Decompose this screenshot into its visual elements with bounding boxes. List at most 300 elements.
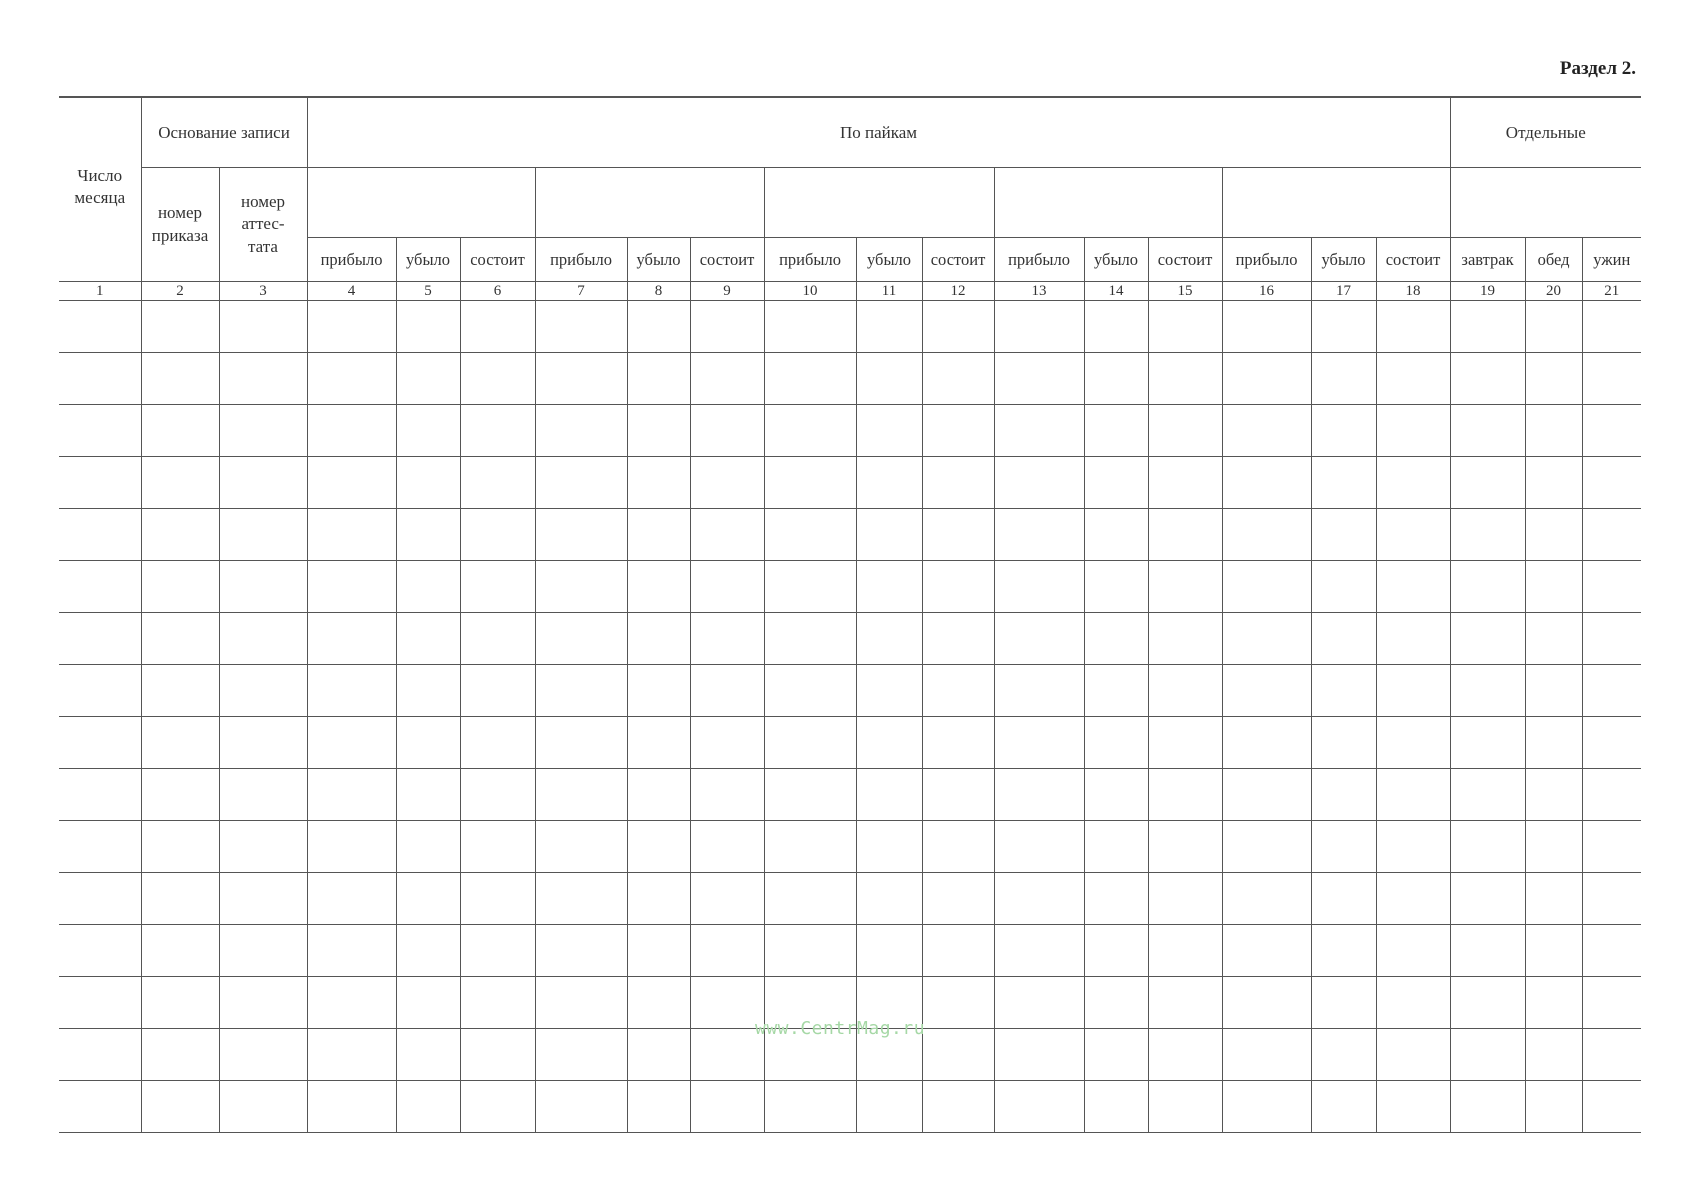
table-cell[interactable] (764, 457, 856, 509)
table-cell[interactable] (141, 873, 219, 925)
table-cell[interactable] (219, 457, 307, 509)
table-cell[interactable] (1084, 873, 1148, 925)
table-cell[interactable] (59, 977, 141, 1029)
table-cell[interactable] (307, 925, 396, 977)
table-cell[interactable] (1450, 561, 1525, 613)
table-cell[interactable] (219, 977, 307, 1029)
table-cell[interactable] (396, 613, 460, 665)
table-cell[interactable] (460, 301, 535, 353)
table-cell[interactable] (1525, 301, 1582, 353)
table-cell[interactable] (1525, 717, 1582, 769)
table-cell[interactable] (219, 405, 307, 457)
table-cell[interactable] (922, 665, 994, 717)
table-cell[interactable] (396, 353, 460, 405)
table-cell[interactable] (1084, 769, 1148, 821)
table-cell[interactable] (1084, 1081, 1148, 1133)
table-cell[interactable] (59, 1081, 141, 1133)
table-cell[interactable] (627, 613, 690, 665)
table-cell[interactable] (1582, 925, 1641, 977)
table-cell[interactable] (764, 1081, 856, 1133)
table-cell[interactable] (59, 405, 141, 457)
table-cell[interactable] (1148, 717, 1222, 769)
table-cell[interactable] (1525, 769, 1582, 821)
table-cell[interactable] (396, 977, 460, 1029)
table-cell[interactable] (535, 509, 627, 561)
table-cell[interactable] (1582, 613, 1641, 665)
table-cell[interactable] (141, 613, 219, 665)
table-cell[interactable] (1582, 977, 1641, 1029)
table-cell[interactable] (690, 301, 764, 353)
table-cell[interactable] (922, 873, 994, 925)
table-cell[interactable] (856, 1081, 922, 1133)
table-cell[interactable] (764, 301, 856, 353)
table-cell[interactable] (690, 457, 764, 509)
table-cell[interactable] (396, 665, 460, 717)
table-cell[interactable] (690, 665, 764, 717)
table-cell[interactable] (1582, 1081, 1641, 1133)
table-cell[interactable] (1148, 769, 1222, 821)
table-cell[interactable] (219, 509, 307, 561)
table-cell[interactable] (1311, 717, 1376, 769)
table-cell[interactable] (856, 769, 922, 821)
table-cell[interactable] (1084, 717, 1148, 769)
table-cell[interactable] (1222, 405, 1311, 457)
table-cell[interactable] (1084, 665, 1148, 717)
table-cell[interactable] (922, 405, 994, 457)
table-cell[interactable] (627, 1081, 690, 1133)
table-cell[interactable] (1311, 301, 1376, 353)
table-cell[interactable] (396, 717, 460, 769)
table-cell[interactable] (1376, 405, 1450, 457)
table-cell[interactable] (396, 301, 460, 353)
table-cell[interactable] (1376, 717, 1450, 769)
table-cell[interactable] (1450, 821, 1525, 873)
table-cell[interactable] (856, 717, 922, 769)
table-cell[interactable] (764, 769, 856, 821)
table-cell[interactable] (1222, 1081, 1311, 1133)
table-cell[interactable] (460, 769, 535, 821)
table-cell[interactable] (1222, 769, 1311, 821)
table-cell[interactable] (690, 821, 764, 873)
table-cell[interactable] (141, 665, 219, 717)
table-cell[interactable] (59, 769, 141, 821)
table-cell[interactable] (764, 509, 856, 561)
table-cell[interactable] (1222, 873, 1311, 925)
table-cell[interactable] (1084, 925, 1148, 977)
table-cell[interactable] (396, 561, 460, 613)
table-cell[interactable] (535, 821, 627, 873)
table-cell[interactable] (1450, 665, 1525, 717)
table-cell[interactable] (1148, 457, 1222, 509)
table-cell[interactable] (1525, 509, 1582, 561)
table-cell[interactable] (764, 821, 856, 873)
table-cell[interactable] (141, 717, 219, 769)
table-cell[interactable] (396, 1029, 460, 1081)
table-cell[interactable] (59, 1029, 141, 1081)
table-cell[interactable] (922, 821, 994, 873)
table-cell[interactable] (396, 925, 460, 977)
table-cell[interactable] (764, 613, 856, 665)
table-cell[interactable] (59, 457, 141, 509)
table-cell[interactable] (922, 561, 994, 613)
table-cell[interactable] (994, 925, 1084, 977)
table-cell[interactable] (1376, 509, 1450, 561)
table-cell[interactable] (856, 509, 922, 561)
table-cell[interactable] (856, 561, 922, 613)
table-cell[interactable] (856, 405, 922, 457)
table-cell[interactable] (460, 509, 535, 561)
table-cell[interactable] (994, 301, 1084, 353)
table-cell[interactable] (856, 821, 922, 873)
table-cell[interactable] (141, 301, 219, 353)
table-cell[interactable] (1450, 509, 1525, 561)
table-cell[interactable] (1084, 821, 1148, 873)
table-cell[interactable] (141, 769, 219, 821)
table-cell[interactable] (1525, 613, 1582, 665)
table-cell[interactable] (690, 873, 764, 925)
table-cell[interactable] (1450, 613, 1525, 665)
table-cell[interactable] (627, 405, 690, 457)
table-cell[interactable] (764, 717, 856, 769)
table-cell[interactable] (535, 1081, 627, 1133)
table-cell[interactable] (856, 457, 922, 509)
table-cell[interactable] (1450, 977, 1525, 1029)
table-cell[interactable] (460, 613, 535, 665)
table-cell[interactable] (1376, 301, 1450, 353)
table-cell[interactable] (1148, 301, 1222, 353)
table-cell[interactable] (1376, 977, 1450, 1029)
table-cell[interactable] (1222, 665, 1311, 717)
table-cell[interactable] (764, 665, 856, 717)
table-cell[interactable] (1311, 1081, 1376, 1133)
table-cell[interactable] (1222, 821, 1311, 873)
table-cell[interactable] (1525, 1081, 1582, 1133)
table-cell[interactable] (1222, 509, 1311, 561)
table-cell[interactable] (1311, 925, 1376, 977)
table-cell[interactable] (1084, 613, 1148, 665)
table-cell[interactable] (994, 717, 1084, 769)
table-cell[interactable] (307, 457, 396, 509)
table-cell[interactable] (627, 457, 690, 509)
table-cell[interactable] (627, 821, 690, 873)
table-cell[interactable] (690, 613, 764, 665)
table-cell[interactable] (764, 561, 856, 613)
table-cell[interactable] (219, 769, 307, 821)
table-cell[interactable] (460, 925, 535, 977)
table-cell[interactable] (1582, 1029, 1641, 1081)
table-cell[interactable] (460, 717, 535, 769)
table-cell[interactable] (307, 1029, 396, 1081)
table-cell[interactable] (141, 561, 219, 613)
table-cell[interactable] (1311, 509, 1376, 561)
table-cell[interactable] (141, 977, 219, 1029)
table-cell[interactable] (1148, 821, 1222, 873)
table-cell[interactable] (856, 873, 922, 925)
table-cell[interactable] (1450, 717, 1525, 769)
table-cell[interactable] (307, 301, 396, 353)
table-cell[interactable] (922, 769, 994, 821)
table-cell[interactable] (1311, 873, 1376, 925)
table-cell[interactable] (1450, 925, 1525, 977)
table-cell[interactable] (59, 509, 141, 561)
table-cell[interactable] (1148, 873, 1222, 925)
table-cell[interactable] (1376, 769, 1450, 821)
table-cell[interactable] (59, 821, 141, 873)
table-cell[interactable] (535, 977, 627, 1029)
table-cell[interactable] (690, 1029, 764, 1081)
table-cell[interactable] (460, 457, 535, 509)
table-cell[interactable] (141, 457, 219, 509)
table-cell[interactable] (690, 405, 764, 457)
table-cell[interactable] (307, 873, 396, 925)
table-cell[interactable] (1582, 353, 1641, 405)
table-cell[interactable] (856, 665, 922, 717)
table-cell[interactable] (219, 873, 307, 925)
table-cell[interactable] (141, 821, 219, 873)
table-cell[interactable] (307, 353, 396, 405)
table-cell[interactable] (994, 1029, 1084, 1081)
table-cell[interactable] (59, 353, 141, 405)
table-cell[interactable] (396, 1081, 460, 1133)
table-cell[interactable] (59, 873, 141, 925)
table-cell[interactable] (1084, 405, 1148, 457)
table-cell[interactable] (1222, 1029, 1311, 1081)
table-cell[interactable] (396, 509, 460, 561)
table-cell[interactable] (764, 925, 856, 977)
table-cell[interactable] (1582, 405, 1641, 457)
table-cell[interactable] (627, 717, 690, 769)
table-cell[interactable] (690, 769, 764, 821)
table-cell[interactable] (307, 665, 396, 717)
table-cell[interactable] (1311, 821, 1376, 873)
table-cell[interactable] (994, 405, 1084, 457)
table-cell[interactable] (307, 769, 396, 821)
table-cell[interactable] (1222, 301, 1311, 353)
table-cell[interactable] (627, 561, 690, 613)
table-cell[interactable] (307, 1081, 396, 1133)
table-cell[interactable] (1525, 1029, 1582, 1081)
table-cell[interactable] (1148, 509, 1222, 561)
table-cell[interactable] (1311, 613, 1376, 665)
table-cell[interactable] (307, 717, 396, 769)
table-cell[interactable] (1450, 1029, 1525, 1081)
table-cell[interactable] (1222, 925, 1311, 977)
table-cell[interactable] (307, 561, 396, 613)
table-cell[interactable] (1582, 457, 1641, 509)
table-cell[interactable] (535, 405, 627, 457)
table-cell[interactable] (627, 873, 690, 925)
table-cell[interactable] (994, 821, 1084, 873)
table-cell[interactable] (1525, 457, 1582, 509)
table-cell[interactable] (1525, 873, 1582, 925)
table-cell[interactable] (219, 821, 307, 873)
table-cell[interactable] (1311, 405, 1376, 457)
table-cell[interactable] (1376, 1081, 1450, 1133)
table-cell[interactable] (1148, 353, 1222, 405)
table-cell[interactable] (1222, 717, 1311, 769)
table-cell[interactable] (219, 1029, 307, 1081)
table-cell[interactable] (396, 405, 460, 457)
table-cell[interactable] (219, 613, 307, 665)
table-cell[interactable] (1582, 301, 1641, 353)
table-cell[interactable] (1582, 821, 1641, 873)
table-cell[interactable] (141, 1029, 219, 1081)
table-cell[interactable] (59, 665, 141, 717)
table-cell[interactable] (1148, 977, 1222, 1029)
table-cell[interactable] (535, 353, 627, 405)
table-cell[interactable] (1376, 457, 1450, 509)
table-cell[interactable] (1311, 977, 1376, 1029)
table-cell[interactable] (627, 769, 690, 821)
table-cell[interactable] (1148, 925, 1222, 977)
table-cell[interactable] (219, 561, 307, 613)
table-cell[interactable] (1376, 821, 1450, 873)
table-cell[interactable] (59, 561, 141, 613)
table-cell[interactable] (922, 717, 994, 769)
table-cell[interactable] (460, 1081, 535, 1133)
table-cell[interactable] (690, 509, 764, 561)
table-cell[interactable] (1582, 873, 1641, 925)
table-cell[interactable] (690, 717, 764, 769)
table-cell[interactable] (1525, 977, 1582, 1029)
table-cell[interactable] (922, 353, 994, 405)
table-cell[interactable] (141, 509, 219, 561)
table-cell[interactable] (690, 353, 764, 405)
table-cell[interactable] (396, 457, 460, 509)
table-cell[interactable] (627, 977, 690, 1029)
table-cell[interactable] (460, 821, 535, 873)
table-cell[interactable] (1450, 405, 1525, 457)
table-cell[interactable] (1311, 1029, 1376, 1081)
table-cell[interactable] (1582, 509, 1641, 561)
table-cell[interactable] (1376, 873, 1450, 925)
table-cell[interactable] (396, 769, 460, 821)
table-cell[interactable] (1311, 457, 1376, 509)
table-cell[interactable] (1222, 353, 1311, 405)
table-cell[interactable] (307, 613, 396, 665)
table-cell[interactable] (1148, 665, 1222, 717)
table-cell[interactable] (1525, 665, 1582, 717)
table-cell[interactable] (535, 665, 627, 717)
table-cell[interactable] (856, 613, 922, 665)
table-cell[interactable] (1525, 353, 1582, 405)
table-cell[interactable] (627, 353, 690, 405)
table-cell[interactable] (59, 925, 141, 977)
table-cell[interactable] (922, 925, 994, 977)
table-cell[interactable] (1582, 561, 1641, 613)
table-cell[interactable] (994, 769, 1084, 821)
table-cell[interactable] (1311, 665, 1376, 717)
table-cell[interactable] (1148, 561, 1222, 613)
table-cell[interactable] (627, 301, 690, 353)
table-cell[interactable] (141, 925, 219, 977)
table-cell[interactable] (1084, 561, 1148, 613)
table-cell[interactable] (1450, 353, 1525, 405)
table-cell[interactable] (1450, 769, 1525, 821)
table-cell[interactable] (535, 1029, 627, 1081)
table-cell[interactable] (856, 925, 922, 977)
table-cell[interactable] (535, 717, 627, 769)
table-cell[interactable] (1084, 457, 1148, 509)
table-cell[interactable] (856, 353, 922, 405)
table-cell[interactable] (460, 873, 535, 925)
table-cell[interactable] (1376, 1029, 1450, 1081)
table-cell[interactable] (994, 613, 1084, 665)
table-cell[interactable] (307, 509, 396, 561)
table-cell[interactable] (141, 1081, 219, 1133)
table-cell[interactable] (1084, 509, 1148, 561)
table-cell[interactable] (1311, 769, 1376, 821)
table-cell[interactable] (219, 925, 307, 977)
table-cell[interactable] (994, 561, 1084, 613)
table-cell[interactable] (307, 977, 396, 1029)
table-cell[interactable] (764, 873, 856, 925)
table-cell[interactable] (307, 405, 396, 457)
table-cell[interactable] (922, 1081, 994, 1133)
table-cell[interactable] (1222, 613, 1311, 665)
table-cell[interactable] (1525, 405, 1582, 457)
table-cell[interactable] (627, 509, 690, 561)
table-cell[interactable] (994, 873, 1084, 925)
table-cell[interactable] (535, 769, 627, 821)
table-cell[interactable] (1525, 561, 1582, 613)
table-cell[interactable] (994, 1081, 1084, 1133)
table-cell[interactable] (460, 353, 535, 405)
table-cell[interactable] (219, 665, 307, 717)
table-cell[interactable] (1376, 561, 1450, 613)
table-cell[interactable] (922, 457, 994, 509)
table-cell[interactable] (1376, 353, 1450, 405)
table-cell[interactable] (535, 873, 627, 925)
table-cell[interactable] (460, 665, 535, 717)
table-cell[interactable] (994, 509, 1084, 561)
table-cell[interactable] (460, 405, 535, 457)
table-cell[interactable] (994, 457, 1084, 509)
table-cell[interactable] (1376, 665, 1450, 717)
table-cell[interactable] (1084, 301, 1148, 353)
table-cell[interactable] (535, 613, 627, 665)
table-cell[interactable] (1582, 769, 1641, 821)
table-cell[interactable] (1450, 301, 1525, 353)
table-cell[interactable] (219, 717, 307, 769)
table-cell[interactable] (856, 301, 922, 353)
table-cell[interactable] (1311, 561, 1376, 613)
table-cell[interactable] (1084, 1029, 1148, 1081)
table-cell[interactable] (1376, 925, 1450, 977)
table-cell[interactable] (141, 353, 219, 405)
table-cell[interactable] (1148, 613, 1222, 665)
table-cell[interactable] (994, 353, 1084, 405)
table-cell[interactable] (627, 1029, 690, 1081)
table-cell[interactable] (535, 925, 627, 977)
table-cell[interactable] (1525, 925, 1582, 977)
table-cell[interactable] (1148, 1029, 1222, 1081)
table-cell[interactable] (690, 977, 764, 1029)
table-cell[interactable] (1222, 977, 1311, 1029)
table-cell[interactable] (59, 717, 141, 769)
table-cell[interactable] (1450, 873, 1525, 925)
table-cell[interactable] (535, 301, 627, 353)
table-cell[interactable] (922, 613, 994, 665)
table-cell[interactable] (994, 665, 1084, 717)
table-cell[interactable] (1582, 665, 1641, 717)
table-cell[interactable] (922, 301, 994, 353)
table-cell[interactable] (764, 353, 856, 405)
table-cell[interactable] (460, 977, 535, 1029)
table-cell[interactable] (535, 457, 627, 509)
table-cell[interactable] (1222, 457, 1311, 509)
table-cell[interactable] (59, 613, 141, 665)
